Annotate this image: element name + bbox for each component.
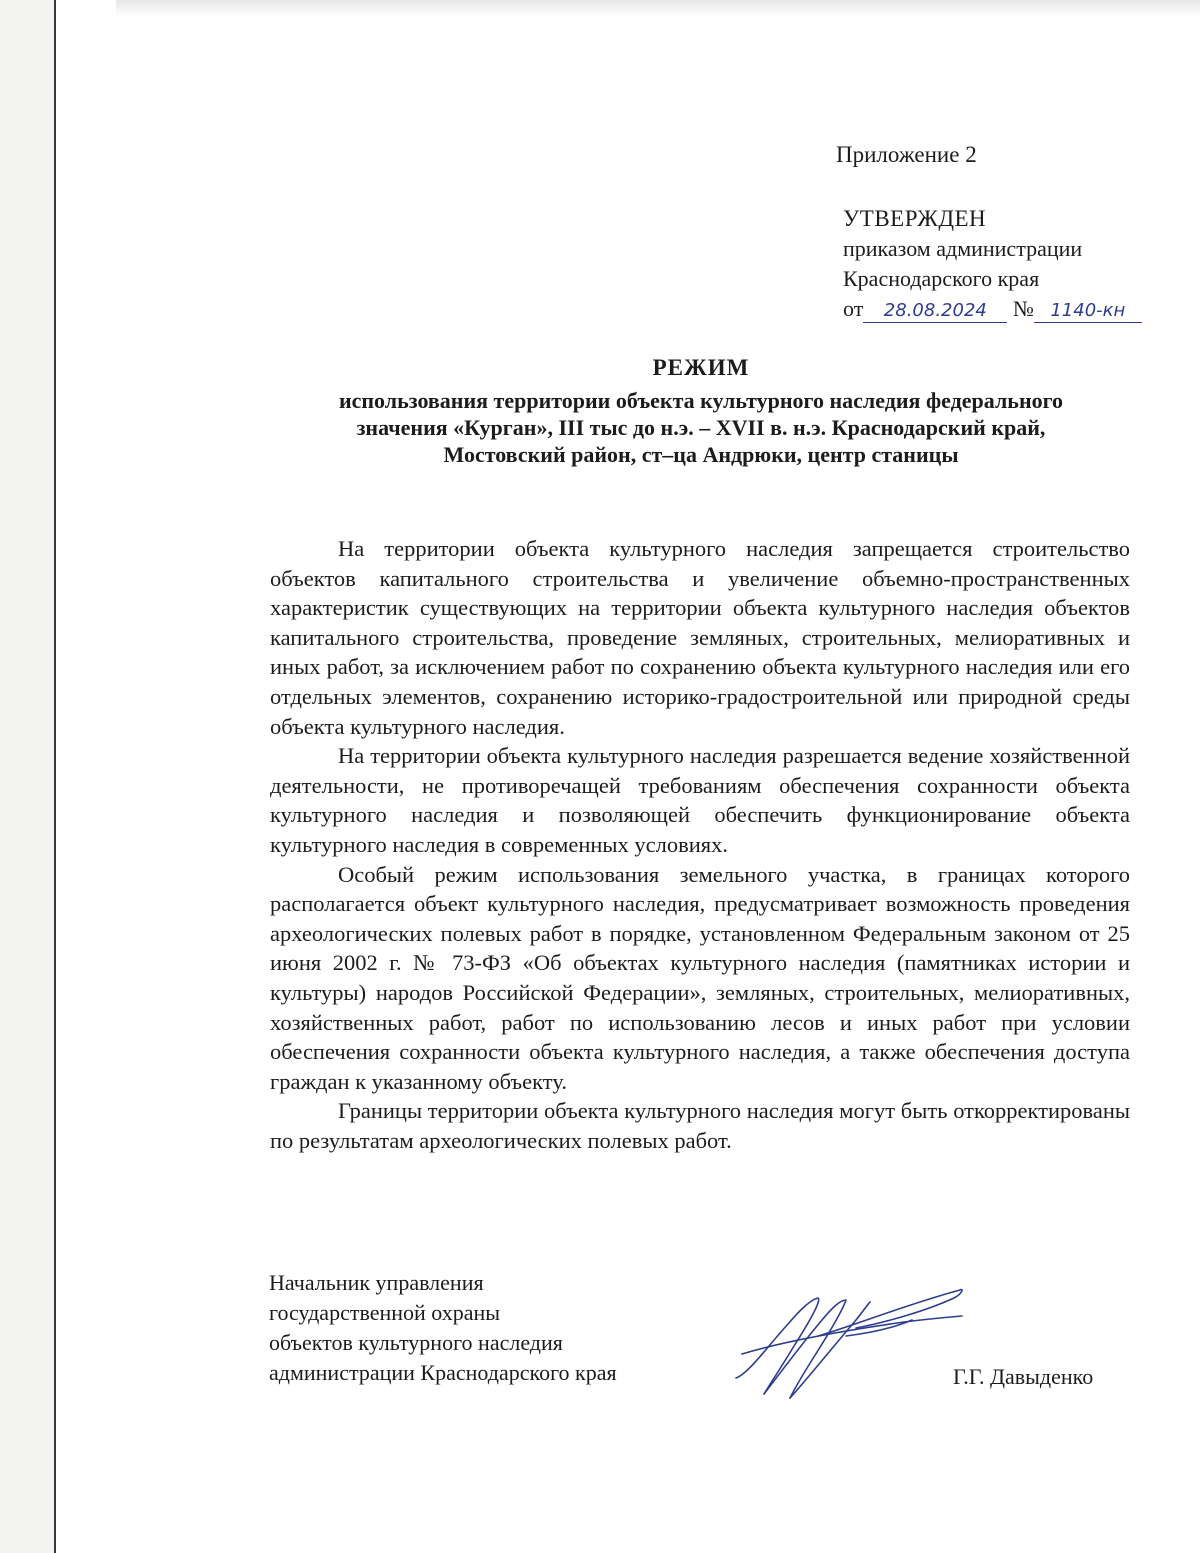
title-line-1: использования территории объекта культурного наследия федерального (338, 388, 1064, 413)
number-prefix: № (1012, 296, 1034, 321)
document-page (54, 0, 1200, 1553)
title-line-3: Мостовский район, ст–ца Андрюки, центр станицы (443, 442, 959, 467)
approval-line-2: Краснодарского края (843, 266, 1040, 291)
document-title (256, 354, 1146, 468)
position-line-3: объектов культурного наследия (269, 1330, 563, 1355)
approval-line-1: приказом администрации (843, 236, 1083, 261)
date-prefix: от (843, 296, 864, 321)
document-body (270, 534, 1130, 1155)
approval-block (843, 204, 1142, 324)
body-paragraph: На территории объекта культурного наследия запрещается строительство объектов капитального строительства и увеличение объемно-пространственных характеристик существующих на территории объекта культурного наследия объектов капитального строительства, проведение земляных, строительных, мелиоративных и иных работ, за исключением работ по сохранению объекта культурного наследия или его отдельных элементов, сохранению историко-градостроительной или природной среды объекта культурного наследия. (270, 536, 1130, 739)
scan-edge-shadow (116, 0, 1200, 16)
position-line-4: администрации Краснодарского края (269, 1360, 617, 1385)
position-line-2: государственной охраны (269, 1300, 501, 1325)
appendix-label: Приложение 2 (836, 142, 977, 167)
body-paragraph: Особый режим использования земельного участка, в границах которого располагается объект культурного наследия, предусматривает возможность проведения археологических полевых работ в порядке, установленном Федеральным законом от 25 июня 2002 г. № 73-ФЗ «Об объектах культурного наследия (памятниках истории и культуры) народов Российской Федерации», земляных, строительных, мелиоративных, хозяйственных работ, работ по использованию лесов и иных работ при условии обеспечения сохранности объекта культурного наследия, а также обеспечения доступа граждан к указанному объекту. (270, 861, 1130, 1094)
handwritten-signature (728, 1276, 968, 1406)
body-paragraph: На территории объекта культурного наследия разрешается ведение хозяйственной деятельности, не противоречащей требованиям обеспечения сохранности объекта культурного наследия и позволяющей обеспечить функционирование объекта культурного наследия в современных условиях. (270, 743, 1130, 857)
handwritten-date: 28.08.2024 (863, 300, 1007, 323)
signer-name: Г.Г. Давыденко (953, 1364, 1094, 1389)
signatory-position (269, 1268, 617, 1388)
approval-heading: УТВЕРЖДЕН (843, 206, 987, 231)
title-main: РЕЖИМ (652, 355, 750, 380)
body-paragraph: Границы территории объекта культурного наследия могут быть откорректированы по результатам археологических полевых работ. (270, 1098, 1130, 1153)
title-line-2: значения «Курган», III тыс до н.э. – XVII в. н.э. Краснодарский край, (356, 415, 1046, 440)
handwritten-number: 1140-кн (1034, 300, 1142, 323)
position-line-1: Начальник управления (269, 1270, 484, 1295)
approval-date-line (843, 294, 1142, 324)
